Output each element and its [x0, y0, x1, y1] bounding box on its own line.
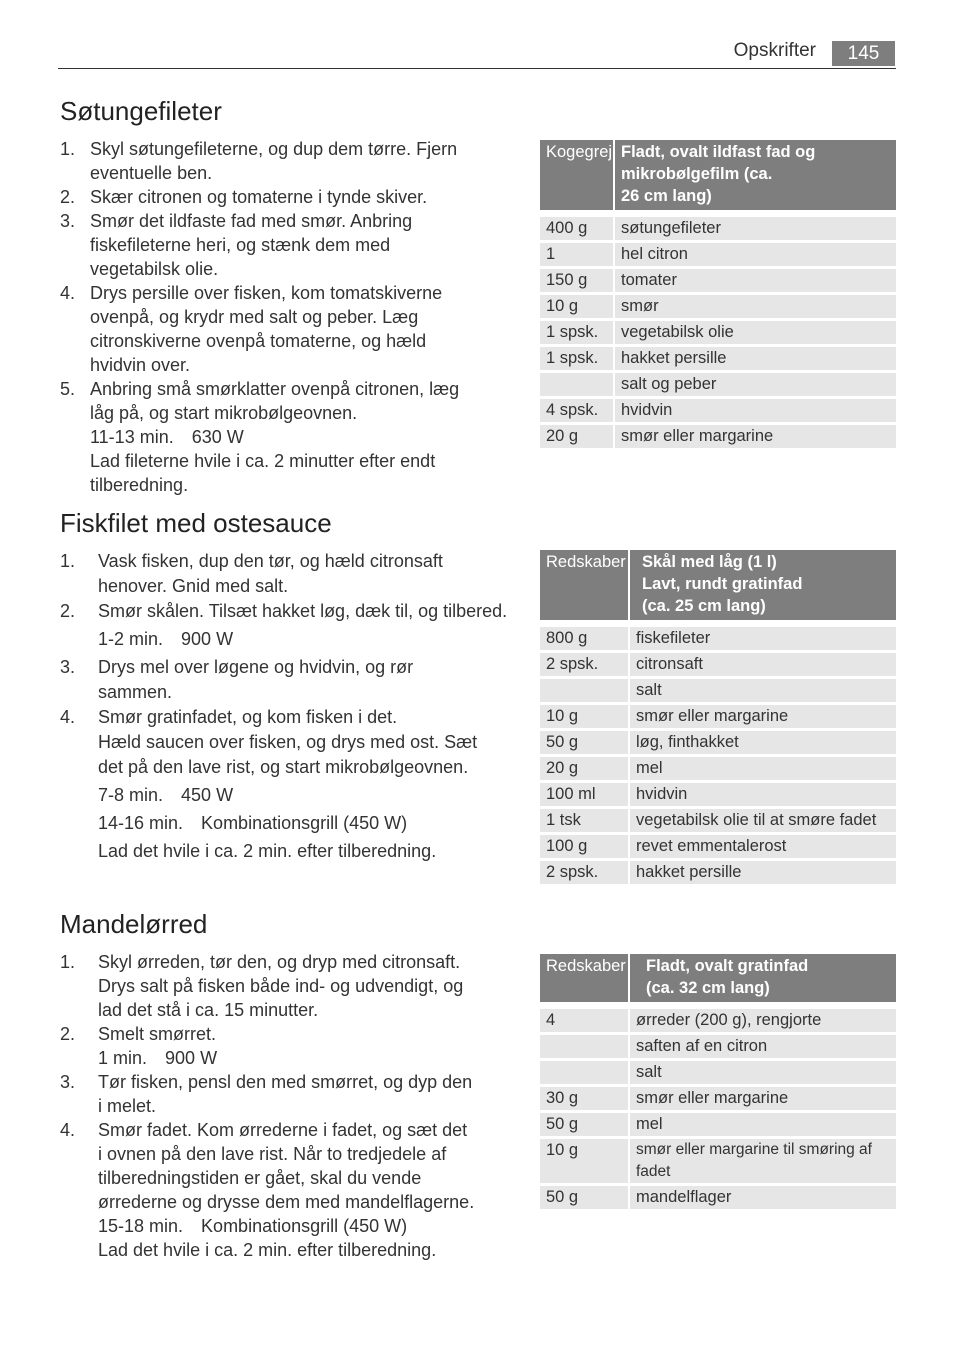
step-text: Drys salt på fisken både ind- og udvendigt, og [98, 976, 464, 996]
step-text: fiskefileterne heri, og stænk dem med [90, 235, 391, 255]
ingredient-cell: mel [630, 757, 896, 780]
quantity-cell: 50 g [540, 1186, 630, 1209]
quantity-cell: 1 spsk. [540, 321, 615, 344]
step-5 [60, 377, 520, 497]
quantity-cell: 150 g [540, 269, 615, 292]
equipment-line: (ca. 32 cm lang) [646, 979, 770, 997]
step-2 [60, 185, 520, 209]
power-value: 900 W [165, 1048, 218, 1068]
table-row [540, 1087, 896, 1110]
recipe-steps [60, 137, 520, 497]
quantity-cell: 30 g [540, 1087, 630, 1110]
ingredient-cell: smør eller margarine [630, 705, 896, 728]
ingredient-cell: løg, finthakket [630, 731, 896, 754]
quantity-cell: 50 g [540, 731, 630, 754]
ingredient-cell: fiskefileter [630, 627, 896, 650]
step-1 [60, 137, 520, 185]
equipment-description [630, 954, 896, 1006]
step-text: vegetabilsk olie. [90, 259, 219, 279]
table-row [540, 627, 896, 650]
table-row [540, 731, 896, 754]
table-row [540, 425, 896, 448]
step-text: tilberedningstiden er gået, skal du vende [98, 1168, 422, 1188]
step-number: 4. [60, 283, 76, 303]
table-header-row [540, 550, 896, 624]
table-row [540, 1139, 896, 1183]
step-text: Smelt smørret. [98, 1024, 217, 1044]
time-value: 1 min. [98, 1048, 148, 1068]
quantity-cell: 10 g [540, 705, 630, 728]
quantity-cell: 100 g [540, 835, 630, 858]
step-text: Smør skålen. Tilsæt hakket løg, dæk til, og tilbered. [98, 601, 508, 621]
table-row [540, 347, 896, 370]
ingredient-cell: smør eller margarine til smøring af fadet [630, 1139, 896, 1183]
cooking-time [98, 627, 530, 652]
step-4 [60, 705, 530, 864]
equipment-line: Skål med låg (1 l) [642, 553, 777, 571]
quantity-cell: 2 spsk. [540, 653, 630, 676]
step-text: det på den lave rist, og start mikrobølgeovnen. [98, 757, 469, 777]
step-text: Vask fisken, dup den tør, og hæld citronsaft [98, 551, 443, 571]
table-header-row [540, 140, 896, 214]
step-text: Lad det hvile i ca. 2 min. efter tilberedning. [98, 841, 437, 861]
step-text: Drys persille over fisken, kom tomatskiverne [90, 283, 443, 303]
step-text: Anbring små smørklatter ovenpå citronen, læg [90, 379, 460, 399]
quantity-cell [540, 1035, 630, 1058]
quantity-cell [540, 1061, 630, 1084]
step-number: 4. [60, 1120, 76, 1140]
table-row [540, 1113, 896, 1136]
ingredient-cell: saften af en citron [630, 1035, 896, 1058]
quantity-cell: 50 g [540, 1113, 630, 1136]
step-number: 3. [60, 657, 76, 677]
ingredient-cell: ørreder (200 g), rengjorte [630, 1009, 896, 1032]
step-4 [60, 281, 520, 377]
step-text: Hæld saucen over fisken, og drys med ost. Sæt [98, 732, 478, 752]
quantity-cell: 20 g [540, 425, 615, 448]
step-2 [60, 599, 530, 652]
quantity-cell: 1 tsk [540, 809, 630, 832]
table-row [540, 679, 896, 702]
step-text: Smør det ildfaste fad med smør. Anbring [90, 211, 413, 231]
ingredient-cell: salt og peber [615, 373, 896, 396]
power-value: Kombinationsgrill (450 W) [201, 813, 408, 833]
step-number: 1. [60, 551, 76, 571]
table-row [540, 1009, 896, 1032]
table-row [540, 295, 896, 318]
quantity-cell: 400 g [540, 217, 615, 240]
step-text: Skyl søtungefileterne, og dup dem tørre. Fjern [90, 139, 458, 159]
step-text: Smør gratinfadet, og kom fisken i det. [98, 707, 398, 727]
ingredient-cell: hakket persille [630, 861, 896, 884]
equipment-line: 26 cm lang) [621, 187, 712, 205]
equipment-label: Kogegrej [540, 140, 615, 214]
ingredient-cell: hakket persille [615, 347, 896, 370]
step-text: ovenpå, og krydr med salt og peber. Læg [90, 307, 419, 327]
table-row [540, 835, 896, 858]
ingredients-table [540, 547, 896, 887]
step-text: citronskiverne ovenpå tomaterne, og hæld [90, 331, 427, 351]
time-value: 14-16 min. [98, 813, 184, 833]
ingredient-cell: vegetabilsk olie til at smøre fadet [630, 809, 896, 832]
time-value: 1-2 min. [98, 629, 164, 649]
step-number: 2. [60, 1024, 76, 1044]
equipment-line: (ca. 25 cm lang) [642, 597, 766, 615]
quantity-cell: 2 spsk. [540, 861, 630, 884]
step-text: Skyl ørreden, tør den, og dryp med citronsaft. [98, 952, 461, 972]
cooking-time [98, 1214, 530, 1238]
table-row [540, 809, 896, 832]
step-number: 3. [60, 1072, 76, 1092]
equipment-line: Fladt, ovalt gratinfad [646, 957, 809, 975]
equipment-line: Lavt, rundt gratinfad [642, 575, 803, 593]
recipe-mandelorred [60, 909, 530, 1262]
cooking-time [98, 783, 530, 808]
ingredient-cell: citronsaft [630, 653, 896, 676]
step-text: eventuelle ben. [90, 163, 213, 183]
table-row [540, 1061, 896, 1084]
table-row [540, 243, 896, 266]
recipe-steps [60, 950, 530, 1262]
step-text: Skær citronen og tomaterne i tynde skiver. [90, 187, 428, 207]
cooking-time [90, 425, 520, 449]
quantity-cell: 10 g [540, 295, 615, 318]
quantity-cell: 1 [540, 243, 615, 266]
ingredient-cell: hvidvin [615, 399, 896, 422]
equipment-line: Fladt, ovalt ildfast fad og [621, 143, 816, 161]
step-text: lad det stå i ca. 15 minutter. [98, 1000, 319, 1020]
step-text: i melet. [98, 1096, 157, 1116]
step-text: Lad det hvile i ca. 2 min. efter tilberedning. [98, 1240, 437, 1260]
step-text: henover. Gnid med salt. [98, 576, 289, 596]
step-text: sammen. [98, 682, 173, 702]
header-section-label: Opskrifter [733, 40, 816, 61]
header-divider [58, 68, 896, 69]
equipment-line: mikrobølgefilm (ca. [621, 165, 773, 183]
step-text: i ovnen på den lave rist. Når to tredjedele af [98, 1144, 447, 1164]
ingredient-cell: tomater [615, 269, 896, 292]
quantity-cell: 100 ml [540, 783, 630, 806]
ingredient-cell: revet emmentalerost [630, 835, 896, 858]
ingredient-cell: hel citron [615, 243, 896, 266]
quantity-cell [540, 679, 630, 702]
equipment-label: Redskaber [540, 550, 630, 624]
equipment-description [630, 550, 896, 624]
quantity-cell: 10 g [540, 1139, 630, 1183]
table-row [540, 653, 896, 676]
quantity-cell: 4 [540, 1009, 630, 1032]
quantity-cell: 1 spsk. [540, 347, 615, 370]
power-value: 450 W [181, 785, 234, 805]
page-number: 145 [832, 41, 895, 66]
ingredient-cell: hvidvin [630, 783, 896, 806]
step-number: 2. [60, 187, 76, 207]
quantity-cell: 4 spsk. [540, 399, 615, 422]
step-2 [60, 1022, 530, 1070]
step-text: ørrederne og drysse dem med mandelflagerne. [98, 1192, 475, 1212]
table-row [540, 399, 896, 422]
step-text: tilberedning. [90, 475, 189, 495]
quantity-cell: 800 g [540, 627, 630, 650]
time-value: 11-13 min. [90, 427, 174, 447]
equipment-label: Redskaber [540, 954, 630, 1006]
step-1 [60, 950, 530, 1022]
table-row [540, 373, 896, 396]
ingredient-cell: vegetabilsk olie [615, 321, 896, 344]
step-4 [60, 1118, 530, 1262]
cooking-time-2 [98, 811, 530, 836]
step-number: 1. [60, 952, 76, 972]
recipe-title: Søtungefileter [60, 96, 222, 126]
table-row [540, 861, 896, 884]
ingredient-cell: salt [630, 1061, 896, 1084]
recipe-title: Fiskfilet med ostesauce [60, 508, 332, 538]
recipe-sotungefileter [60, 96, 520, 497]
step-text: Tør fisken, pensl den med smørret, og dyp den [98, 1072, 473, 1092]
step-text: låg på, og start mikrobølgeovnen. [90, 403, 358, 423]
power-value: 900 W [181, 629, 234, 649]
step-number: 1. [60, 139, 76, 159]
step-number: 5. [60, 379, 76, 399]
ingredient-cell: smør [615, 295, 896, 318]
ingredients-table [540, 137, 896, 451]
ingredient-cell: smør eller margarine [630, 1087, 896, 1110]
quantity-cell [540, 373, 615, 396]
time-value: 15-18 min. [98, 1216, 184, 1236]
recipe-fiskfilet-med-ostesauce [60, 508, 530, 864]
cooking-time [98, 1046, 530, 1070]
step-3 [60, 209, 520, 281]
table-row [540, 783, 896, 806]
step-number: 2. [60, 601, 76, 621]
ingredient-cell: søtungefileter [615, 217, 896, 240]
step-3 [60, 655, 530, 705]
ingredient-cell: smør eller margarine [615, 425, 896, 448]
step-text: Smør fadet. Kom ørrederne i fadet, og sæt det [98, 1120, 468, 1140]
recipe-steps [60, 549, 530, 864]
table-row [540, 1035, 896, 1058]
step-text: hvidvin over. [90, 355, 191, 375]
step-1 [60, 549, 530, 599]
time-value: 7-8 min. [98, 785, 164, 805]
step-number: 3. [60, 211, 76, 231]
recipe-title: Mandelørred [60, 909, 208, 939]
ingredient-cell: mandelflager [630, 1186, 896, 1209]
table-row [540, 757, 896, 780]
quantity-cell: 20 g [540, 757, 630, 780]
table-row [540, 269, 896, 292]
table-row [540, 1186, 896, 1209]
step-text: Lad fileterne hvile i ca. 2 minutter efter endt [90, 451, 436, 471]
step-3 [60, 1070, 530, 1118]
step-number: 4. [60, 707, 76, 727]
table-header-row [540, 954, 896, 1006]
ingredients-table [540, 951, 896, 1212]
ingredient-cell: mel [630, 1113, 896, 1136]
ingredient-cell: salt [630, 679, 896, 702]
equipment-description [615, 140, 896, 214]
power-value: Kombinationsgrill (450 W) [201, 1216, 408, 1236]
table-row [540, 705, 896, 728]
table-row [540, 217, 896, 240]
power-value: 630 W [191, 427, 244, 447]
step-text: Drys mel over løgene og hvidvin, og rør [98, 657, 414, 677]
table-row [540, 321, 896, 344]
